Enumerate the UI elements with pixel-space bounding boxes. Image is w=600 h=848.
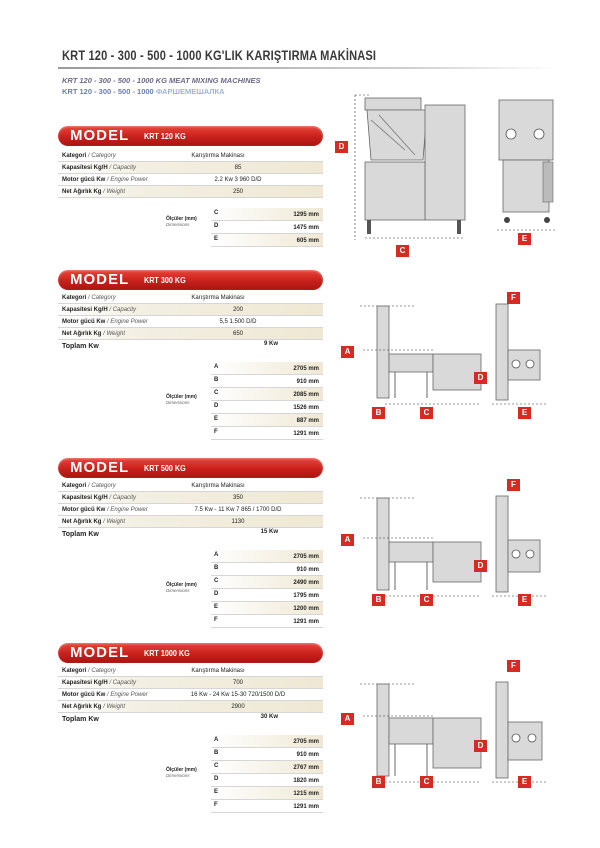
dim-row — [211, 602, 323, 615]
dimension-tag-d: D — [474, 372, 487, 384]
model-banner — [58, 126, 323, 146]
dim-key: B — [214, 750, 219, 756]
dimension-tag-d: D — [335, 141, 348, 153]
dimension-tag-a: A — [341, 346, 354, 358]
dimension-tag-f: F — [507, 292, 520, 304]
motor-label: Motor gücü Kw / Engine Power — [62, 319, 148, 325]
dimension-tag-f: F — [507, 479, 520, 491]
spec-row-weight — [58, 516, 323, 528]
weight-label: Net Ağırlık Kg / Weight — [62, 704, 126, 710]
dim-key: C — [214, 763, 219, 769]
motor-value: 7.5 Kw - 11 Kw 7 865 / 1700 D/D — [194, 507, 282, 513]
krt1000-side-drawing — [355, 676, 490, 791]
total-power-row — [58, 713, 323, 725]
dim-value: 1295 mm — [293, 212, 319, 218]
dim-key: E — [214, 789, 219, 795]
dim-key: C — [214, 390, 219, 396]
total-label: Toplam Kw — [62, 716, 99, 723]
model-section-krt120 — [58, 126, 323, 244]
dimension-tag-b: B — [372, 407, 385, 419]
dim-key: F — [214, 802, 218, 808]
dim-value: 910 mm — [296, 752, 319, 758]
dim-value: 2085 mm — [293, 392, 319, 398]
title-divider — [58, 67, 558, 69]
spec-row-category — [58, 480, 323, 492]
dim-value: 2767 mm — [293, 765, 319, 771]
category-label: Kategori / Category — [62, 483, 116, 489]
weight-value: 1130 — [231, 519, 245, 525]
dim-row — [211, 563, 323, 576]
dimension-tag-d: D — [474, 560, 487, 572]
dim-key: D — [214, 776, 219, 782]
dim-key: C — [214, 210, 219, 216]
dim-key: E — [214, 236, 219, 242]
category-value: Karıştırma Makinası — [191, 295, 245, 301]
dimension-tag-b: B — [372, 594, 385, 606]
krt1000-front-drawing — [490, 678, 550, 788]
subtitle-russian-name: ФАРШЕМЕШАЛКА — [155, 87, 225, 96]
dim-row — [211, 375, 323, 388]
dim-key: A — [214, 552, 219, 558]
motor-label: Motor gücü Kw / Engine Power — [62, 692, 148, 698]
dimension-tag-c: C — [396, 245, 409, 257]
model-section-krt500 — [58, 458, 323, 625]
model-section-krt1000 — [58, 643, 323, 810]
spec-row-motor — [58, 316, 323, 328]
dim-row — [211, 362, 323, 375]
total-label: Toplam Kw — [62, 531, 99, 538]
page-title: KRT 120 - 300 - 500 - 1000 KG'LIK KARIŞTIRMA MAKİNASI — [62, 48, 377, 63]
model-banner — [58, 270, 323, 290]
dimensions-table — [211, 550, 323, 628]
krt120-front-drawing — [495, 92, 565, 242]
weight-value: 250 — [232, 189, 243, 195]
capacity-value: 350 — [232, 495, 243, 501]
dim-row — [211, 208, 323, 221]
capacity-label: Kapasitesi Kg/H / Capacity — [62, 165, 137, 171]
dim-key: E — [214, 604, 219, 610]
capacity-value: 200 — [232, 307, 243, 313]
dimension-tag-a: A — [341, 713, 354, 725]
dim-value: 2490 mm — [293, 580, 319, 586]
model-name: KRT 500 KG — [144, 463, 186, 473]
dim-row — [211, 427, 323, 440]
dim-key: D — [214, 591, 219, 597]
dimensions-table — [211, 362, 323, 440]
category-label: Kategori / Category — [62, 668, 116, 674]
dim-value: 1215 mm — [293, 791, 319, 797]
spec-row-category — [58, 150, 323, 162]
dim-value: 910 mm — [296, 379, 319, 385]
dimensions-label: Ölçüler (mm) Dimensions — [166, 767, 197, 778]
total-power-row — [58, 528, 323, 540]
dim-key: F — [214, 429, 218, 435]
dim-key: C — [214, 578, 219, 584]
dim-value: 1820 mm — [293, 778, 319, 784]
total-label: Toplam Kw — [62, 343, 99, 350]
spec-row-capacity — [58, 677, 323, 689]
dim-row — [211, 234, 323, 247]
dim-row — [211, 401, 323, 414]
dimension-tag-d: D — [474, 740, 487, 752]
model-name: KRT 1000 KG — [144, 648, 190, 658]
spec-row-motor — [58, 689, 323, 701]
dimension-tag-e: E — [518, 594, 531, 606]
dim-key: D — [214, 403, 219, 409]
dim-key: E — [214, 416, 219, 422]
dim-key: A — [214, 737, 219, 743]
dim-row — [211, 774, 323, 787]
model-word: MODEL — [70, 459, 130, 476]
dimensions-label: Ölçüler (mm) Dimensions — [166, 582, 197, 593]
category-label: Kategori / Category — [62, 295, 116, 301]
category-value: Karıştırma Makinası — [191, 153, 245, 159]
dim-row — [211, 735, 323, 748]
dim-key: A — [214, 364, 219, 370]
dim-value: 1475 mm — [293, 225, 319, 231]
total-power-row — [58, 340, 323, 352]
dim-key: F — [214, 617, 218, 623]
dim-row — [211, 550, 323, 563]
category-label: Kategori / Category — [62, 153, 116, 159]
krt300-side-drawing — [355, 298, 490, 413]
dimensions-table — [211, 208, 323, 247]
weight-label: Net Ağırlık Kg / Weight — [62, 519, 126, 525]
model-banner — [58, 458, 323, 478]
dim-value: 1795 mm — [293, 593, 319, 599]
dim-row — [211, 748, 323, 761]
weight-label: Net Ağırlık Kg / Weight — [62, 331, 126, 337]
subtitle-russian-models: KRT 120 - 300 - 500 - 1000 — [62, 87, 154, 96]
spec-row-capacity — [58, 492, 323, 504]
dim-row — [211, 615, 323, 628]
dim-key: B — [214, 565, 219, 571]
model-banner — [58, 643, 323, 663]
capacity-value: 85 — [234, 165, 242, 171]
model-word: MODEL — [70, 644, 130, 661]
dim-value: 2705 mm — [293, 554, 319, 560]
dimension-tag-c: C — [420, 776, 433, 788]
dim-value: 2705 mm — [293, 366, 319, 372]
dimension-tag-b: B — [372, 776, 385, 788]
weight-label: Net Ağırlık Kg / Weight — [62, 189, 126, 195]
dim-key: B — [214, 377, 219, 383]
dimension-tag-c: C — [420, 594, 433, 606]
model-word: MODEL — [70, 127, 130, 144]
spec-row-weight — [58, 701, 323, 713]
subtitle-english: KRT 120 - 300 - 500 - 1000 KG MEAT MIXING MACHINES — [62, 76, 261, 85]
capacity-label: Kapasitesi Kg/H / Capacity — [62, 307, 137, 313]
model-section-krt300 — [58, 270, 323, 437]
dim-value: 1291 mm — [293, 804, 319, 810]
motor-value: 5,5 1.500 D/D — [219, 319, 257, 325]
capacity-label: Kapasitesi Kg/H / Capacity — [62, 495, 137, 501]
dim-value: 910 mm — [296, 567, 319, 573]
dimensions-label: Ölçüler (mm) Dimensions — [166, 216, 197, 227]
dimension-tag-a: A — [341, 534, 354, 546]
dim-row — [211, 576, 323, 589]
dimension-tag-e: E — [518, 407, 531, 419]
model-word: MODEL — [70, 271, 130, 288]
spec-row-capacity — [58, 304, 323, 316]
capacity-label: Kapasitesi Kg/H / Capacity — [62, 680, 137, 686]
dimensions-table — [211, 735, 323, 813]
krt120-side-drawing — [345, 90, 475, 250]
dimension-tag-e: E — [518, 233, 531, 245]
total-value: 9 Kw — [263, 341, 278, 347]
dim-value: 1291 mm — [293, 619, 319, 625]
total-value: 30 Kw — [260, 714, 278, 720]
category-value: Karıştırma Makinası — [191, 668, 245, 674]
spec-row-weight — [58, 186, 323, 198]
model-name: KRT 300 KG — [144, 275, 186, 285]
dimension-tag-f: F — [507, 660, 520, 672]
dim-row — [211, 589, 323, 602]
weight-value: 650 — [232, 331, 243, 337]
weight-value: 2900 — [231, 704, 245, 710]
dim-value: 887 mm — [296, 418, 319, 424]
motor-label: Motor gücü Kw / Engine Power — [62, 507, 148, 513]
dim-row — [211, 787, 323, 800]
dim-row — [211, 414, 323, 427]
category-value: Karıştırma Makinası — [191, 483, 245, 489]
dim-value: 1200 mm — [293, 606, 319, 612]
dim-row — [211, 221, 323, 234]
krt500-front-drawing — [490, 492, 550, 602]
spec-row-category — [58, 665, 323, 677]
dim-value: 605 mm — [296, 238, 319, 244]
dim-value: 1291 mm — [293, 431, 319, 437]
motor-label: Motor gücü Kw / Engine Power — [62, 177, 148, 183]
capacity-value: 700 — [232, 680, 243, 686]
total-value: 15 Kw — [260, 529, 278, 535]
spec-row-motor — [58, 174, 323, 186]
spec-row-weight — [58, 328, 323, 340]
model-name: KRT 120 KG — [144, 131, 186, 141]
dim-value: 2705 mm — [293, 739, 319, 745]
dim-row — [211, 388, 323, 401]
motor-value: 16 Kw - 24 Kw 15-30 720/1500 D/D — [190, 692, 286, 698]
krt300-front-drawing — [490, 300, 550, 410]
spec-row-category — [58, 292, 323, 304]
dim-key: D — [214, 223, 219, 229]
krt500-side-drawing — [355, 490, 490, 605]
dim-row — [211, 761, 323, 774]
subtitle-russian — [62, 87, 225, 96]
dimension-tag-c: C — [420, 407, 433, 419]
dim-row — [211, 800, 323, 813]
spec-row-motor — [58, 504, 323, 516]
dimension-tag-e: E — [518, 776, 531, 788]
dimensions-label: Ölçüler (mm) Dimensions — [166, 394, 197, 405]
spec-row-capacity — [58, 162, 323, 174]
motor-value: 2.2 Kw 3 960 D/D — [214, 177, 262, 183]
dim-value: 1526 mm — [293, 405, 319, 411]
